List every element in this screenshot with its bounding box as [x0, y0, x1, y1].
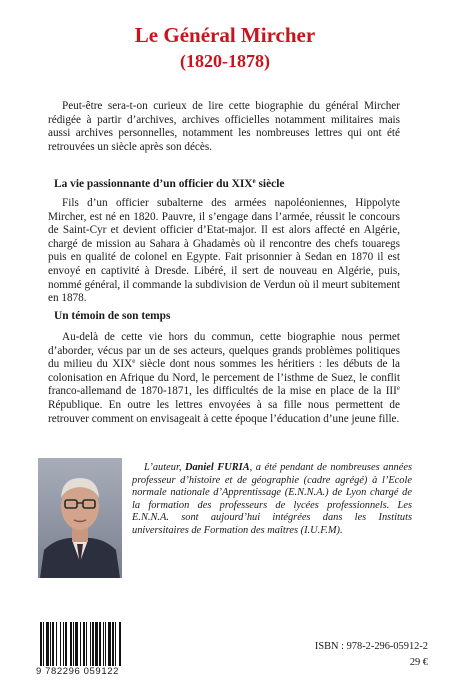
section2-heading: Un témoin de son temps [54, 310, 171, 322]
book-title: Le Général Mircher [134, 23, 316, 47]
barcode-bar [75, 622, 78, 666]
author-bio [132, 462, 412, 538]
barcode-bar [108, 622, 111, 666]
barcode-bar [63, 622, 64, 666]
barcode-bar [40, 622, 42, 666]
section1-paragraph: Fils d’un officier subalterne des armées napoléoniennes, Hippolyte Mircher, est né en 1820. Pauvre, il s’engage dans l’armée, réussit le concours de Saint-Cyr et devient officier d’Etat-major. Il est alors affecté en Algérie, chargé de mission au Sahara à Ghadamès où il rencontre des chefs touaregs puis en qualité de colonel en Egypte. Fait prisonnier à Sedan en 1870 il est envoyé en captivité à Dresde. Libéré, il sert de nouveau en Algérie, puis, nommé général, il commande la subdivision de Verdun où il meurt subitement en 1878. [48, 197, 400, 305]
barcode-digits: 9 782296 059122 [36, 666, 119, 677]
section2-sup-2: e [396, 384, 400, 393]
barcode-bar [56, 622, 57, 666]
price-label: 29 € [409, 657, 428, 668]
barcode-bar [99, 622, 101, 666]
barcode-bar [65, 622, 67, 666]
author-bio-post: , a été pendant de nombreuses années professeur d’histoire et de géographie (cadre agrégé) à l’Ecole normale nationale d’Apprentissage (E.N.N.A.) de Lyon chargé de la formation des professeurs de lycées professionnels. Les E.N.N.A. sont aujourd’hui intégrées dans les Instituts universitaires de Formation des maîtres (I.U.F.M). [132, 462, 412, 536]
barcode-bar [115, 622, 116, 666]
barcode-bars [36, 622, 158, 666]
portrait-drawing [38, 458, 122, 578]
section2-paragraph [48, 331, 400, 426]
barcode-bar [50, 622, 51, 666]
intro-paragraph: Peut-être sera-t-on curieux de lire cette biographie du général Mircher rédigée à partir d’archives, archives officielles notamment militaires mais aussi archives personnelles, notamment les nombreuses lettres qui ont été retrouvées un siècle après son décès. [48, 100, 400, 153]
barcode-bar [119, 622, 121, 666]
barcode-bar [60, 622, 61, 666]
section1-heading-sup: e [252, 177, 256, 185]
barcode-bar [80, 622, 81, 666]
book-years: (1820-1878) [180, 51, 270, 71]
isbn-number: ISBN : 978-2-296-05912-2 [314, 641, 428, 652]
barcode-bar [52, 622, 54, 666]
author-portrait [38, 458, 122, 578]
barcode-bar [43, 622, 44, 666]
section2-text-1: Au-delà de cette vie hors du commun, cette biographie nous permet d’aborder, vécus par un de ses acteurs, quelques grands problèmes politiques du milieu du XIX [48, 331, 400, 371]
author-name: Daniel FURIA [184, 462, 250, 473]
section2-text-3: République. En outre les lettres envoyées à sa fille nous permettent de retrouver comment on envisageait à cette époque l’éducation d’une jeune fille. [48, 398, 400, 425]
barcode-bar [83, 622, 85, 666]
author-bio-pre: L’auteur, [144, 462, 185, 473]
section2-text-2: siècle dont nous sommes les héritiers : les débuts de la colonisation en Afrique du Nord, le percement de l’isthme de Suez, le conflit franco-allemand de 1870-1871, les difficultés de la mise en place de la III [48, 358, 400, 398]
barcode-bar [70, 622, 72, 666]
barcode-bar [105, 622, 106, 666]
section2-sup-1: e [132, 357, 136, 366]
barcode-bar [73, 622, 74, 666]
barcode-bar [46, 622, 49, 666]
barcode-bar [90, 622, 91, 666]
section1-heading-post: siècle [255, 178, 285, 190]
barcode-bar [103, 622, 104, 666]
barcode-bar [112, 622, 114, 666]
section1-heading-pre: La vie passionnante d’un officier du XIX [54, 178, 253, 190]
barcode-bar [86, 622, 87, 666]
barcode-bar [92, 622, 94, 666]
section1-heading [54, 177, 284, 191]
barcode-bar [95, 622, 98, 666]
